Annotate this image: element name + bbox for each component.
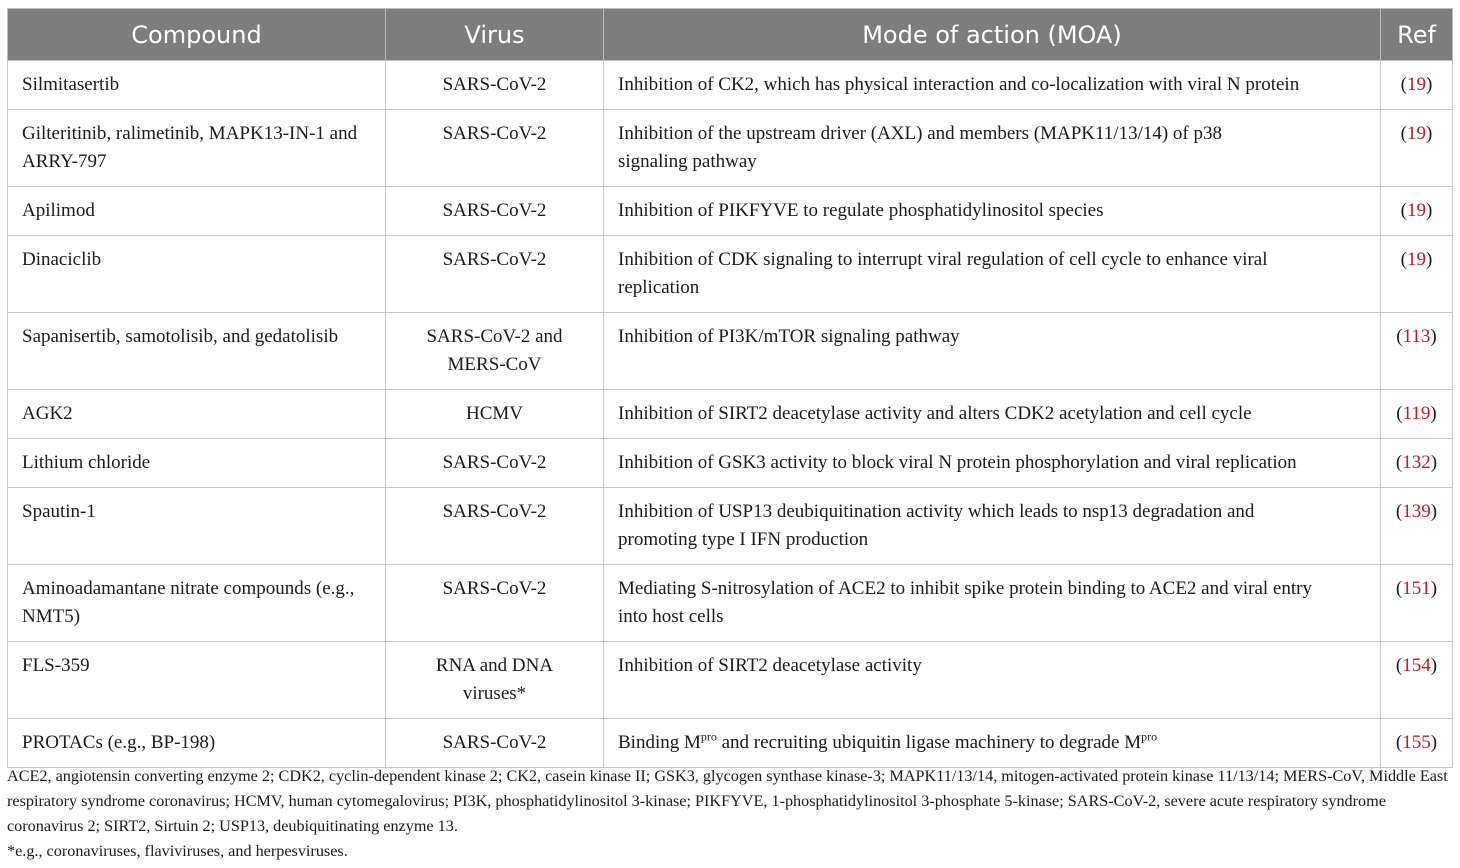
header-compound: Compound	[8, 9, 386, 61]
superscript: pro	[700, 729, 717, 744]
ref-cell: (19)	[1381, 236, 1453, 313]
virus-cell: SARS-CoV-2	[386, 719, 604, 768]
table-row	[8, 61, 1453, 110]
ref-cell: (154)	[1381, 642, 1453, 719]
table-row	[8, 390, 1453, 439]
ref-link[interactable]: 151	[1402, 578, 1431, 599]
ref-link[interactable]: 154	[1402, 655, 1431, 676]
virus-cell: SARS-CoV-2	[386, 565, 604, 642]
compound-cell: FLS-359	[8, 642, 386, 719]
header-moa: Mode of action (MOA)	[604, 9, 1381, 61]
virus-cell: SARS-CoV-2	[386, 439, 604, 488]
moa-cell: Inhibition of CDK signaling to interrupt viral regulation of cell cycle to enhance viral replication	[604, 236, 1381, 313]
moa-cell: Inhibition of GSK3 activity to block viral N protein phosphorylation and viral replication	[604, 439, 1381, 488]
abbreviations-note: ACE2, angiotensin converting enzyme 2; CDK2, cyclin-dependent kinase 2; CK2, casein kinase II; GSK3, glycogen synthase kinase-3; MAPK11/13/14, mitogen-activated protein kinase 11/13/14; MERS-CoV, Middle East respiratory syndrome coronavirus; HCMV, human cytomegalovirus; PI3K, phosphatidylinositol 3-kinase; PIKFYVE, 1-phosphatidylinositol 3-phosphate 5-kinase; SARS-CoV-2, severe acute respiratory syndrome coronavirus 2; SIRT2, Sirtuin 2; USP13, deubiquitinating enzyme 13.	[7, 767, 1448, 835]
moa-cell	[604, 719, 1381, 768]
virus-cell: SARS-CoV-2	[386, 110, 604, 187]
moa-cell: Inhibition of SIRT2 deacetylase activity	[604, 642, 1381, 719]
virus-cell: SARS-CoV-2 and MERS-CoV	[386, 313, 604, 390]
table-container	[7, 8, 1452, 768]
compound-cell: Gilteritinib, ralimetinib, MAPK13-IN-1 and ARRY-797	[8, 110, 386, 187]
moa-cell: Inhibition of USP13 deubiquitination activity which leads to nsp13 degradation and promoting type I IFN production	[604, 488, 1381, 565]
table-row	[8, 642, 1453, 719]
header-row	[8, 9, 1453, 61]
superscript: pro	[1141, 729, 1158, 744]
moa-cell: Inhibition of PIKFYVE to regulate phosphatidylinositol species	[604, 187, 1381, 236]
ref-cell: (139)	[1381, 488, 1453, 565]
ref-cell: (19)	[1381, 110, 1453, 187]
compound-cell: Spautin-1	[8, 488, 386, 565]
moa-cell: Mediating S-nitrosylation of ACE2 to inhibit spike protein binding to ACE2 and viral entry into host cells	[604, 565, 1381, 642]
compound-cell: Silmitasertib	[8, 61, 386, 110]
compounds-table	[7, 8, 1453, 768]
virus-cell: SARS-CoV-2	[386, 61, 604, 110]
moa-cell: Inhibition of CK2, which has physical interaction and co-localization with viral N protein	[604, 61, 1381, 110]
ref-link[interactable]: 155	[1402, 732, 1431, 753]
moa-text: Binding M	[618, 732, 701, 753]
table-row	[8, 565, 1453, 642]
ref-cell: (19)	[1381, 61, 1453, 110]
ref-link[interactable]: 19	[1407, 200, 1426, 221]
compound-cell: Sapanisertib, samotolisib, and gedatolisib	[8, 313, 386, 390]
ref-link[interactable]: 19	[1407, 123, 1426, 144]
compound-cell: Aminoadamantane nitrate compounds (e.g., NMT5)	[8, 565, 386, 642]
ref-cell: (119)	[1381, 390, 1453, 439]
header-ref: Ref	[1381, 9, 1453, 61]
ref-cell: (113)	[1381, 313, 1453, 390]
ref-link[interactable]: 132	[1402, 452, 1431, 473]
ref-link[interactable]: 19	[1407, 74, 1426, 95]
table-row	[8, 488, 1453, 565]
table-row	[8, 236, 1453, 313]
ref-link[interactable]: 139	[1402, 501, 1431, 522]
virus-cell: SARS-CoV-2	[386, 236, 604, 313]
ref-cell: (151)	[1381, 565, 1453, 642]
compound-cell: Dinaciclib	[8, 236, 386, 313]
moa-cell: Inhibition of the upstream driver (AXL) and members (MAPK11/13/14) of p38 signaling pathway	[604, 110, 1381, 187]
header-virus: Virus	[386, 9, 604, 61]
ref-cell: (19)	[1381, 187, 1453, 236]
table-row	[8, 719, 1453, 768]
virus-cell: HCMV	[386, 390, 604, 439]
compound-cell: Lithium chloride	[8, 439, 386, 488]
ref-link[interactable]: 19	[1407, 249, 1426, 270]
virus-cell: SARS-CoV-2	[386, 488, 604, 565]
compound-cell: PROTACs (e.g., BP-198)	[8, 719, 386, 768]
ref-link[interactable]: 113	[1402, 326, 1431, 347]
table-row	[8, 439, 1453, 488]
virus-cell: SARS-CoV-2	[386, 187, 604, 236]
virus-cell: RNA and DNA viruses*	[386, 642, 604, 719]
table-footnotes	[7, 764, 1457, 864]
compound-cell: Apilimod	[8, 187, 386, 236]
asterisk-note: *e.g., coronaviruses, flaviviruses, and herpesviruses.	[7, 842, 348, 860]
table-row	[8, 313, 1453, 390]
moa-cell: Inhibition of SIRT2 deacetylase activity and alters CDK2 acetylation and cell cycle	[604, 390, 1381, 439]
ref-cell: (155)	[1381, 719, 1453, 768]
table-row	[8, 187, 1453, 236]
table-row	[8, 110, 1453, 187]
moa-cell: Inhibition of PI3K/mTOR signaling pathway	[604, 313, 1381, 390]
ref-cell: (132)	[1381, 439, 1453, 488]
moa-text: and recruiting ubiquitin ligase machinery to degrade M	[716, 732, 1142, 753]
compound-cell: AGK2	[8, 390, 386, 439]
ref-link[interactable]: 119	[1402, 403, 1431, 424]
